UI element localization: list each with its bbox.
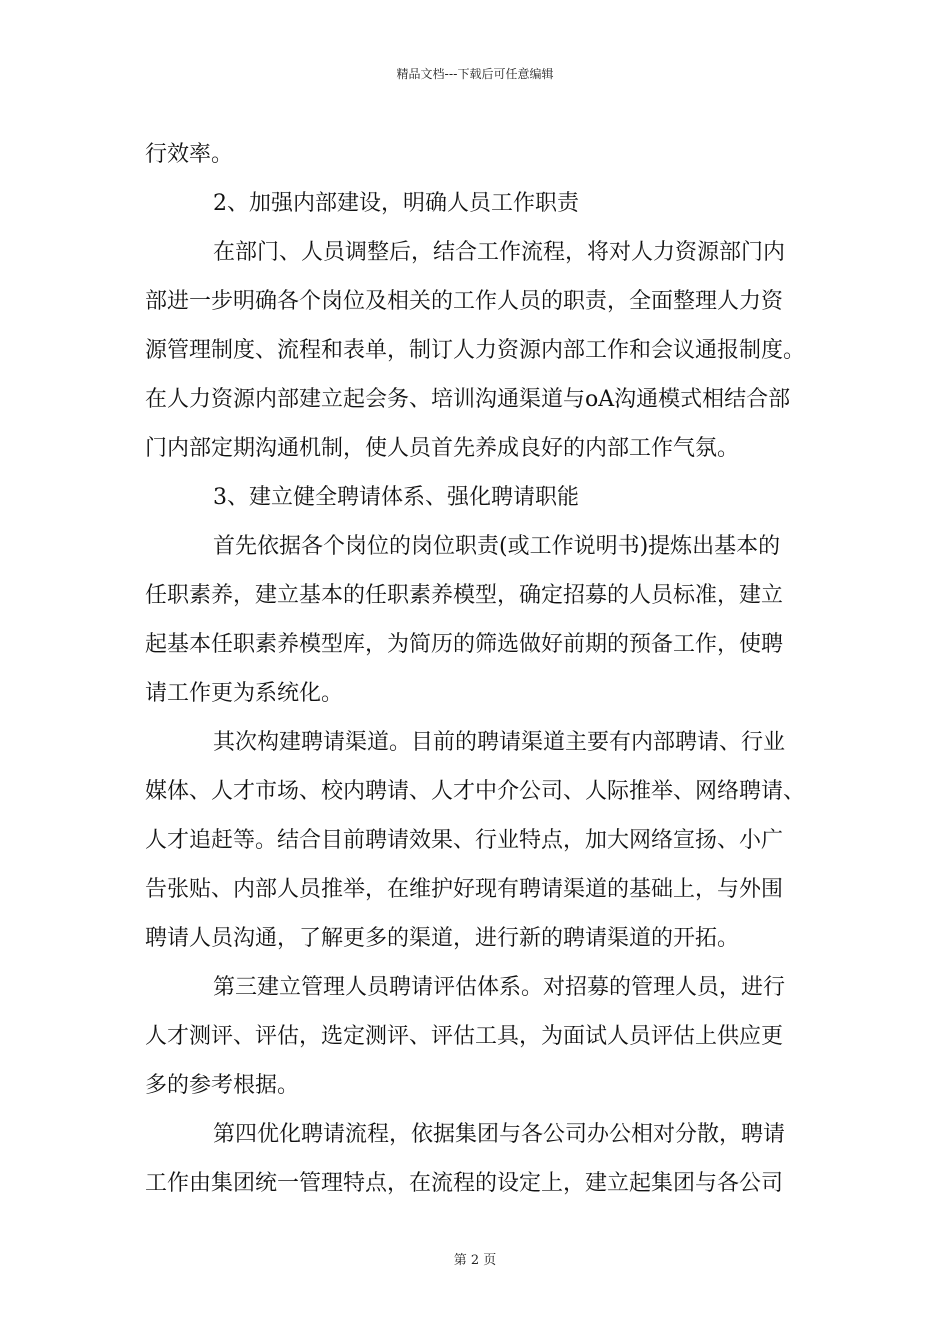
paragraph-line: 聘请人员沟通，了解更多的渠道，进行新的聘请渠道的开拓。 [145, 926, 740, 951]
paragraph-line: 源管理制度、流程和表单，制订人力资源内部工作和会议通报制度。 [145, 338, 806, 363]
paragraph-line: 门内部定期沟通机制，使人员首先养成良好的内部工作气氛。 [145, 436, 740, 461]
paragraph-line: 任职素养，建立基本的任职素养模型，确定招募的人员标准，建立 [145, 583, 784, 608]
page-number: 第 2 页 [453, 1253, 497, 1268]
paragraph-line: 在部门、人员调整后，结合工作流程，将对人力资源部门内 [213, 240, 786, 265]
paragraph-line: 起基本任职素养模型库，为简历的筛选做好前期的预备工作，使聘 [145, 632, 784, 657]
paragraph-line: 在人力资源内部建立起会务、培训沟通渠道与oA沟通模式相结合部 [145, 387, 791, 412]
paragraph-line: 请工作更为系统化。 [145, 681, 344, 706]
paragraph-line: 人才测评、评估，选定测评、评估工具，为面试人员评估上供应更 [145, 1024, 784, 1049]
paragraph-line: 其次构建聘请渠道。目前的聘请渠道主要有内部聘请、行业 [213, 730, 786, 755]
page-header: 精品文档---下载后可任意编辑 [396, 67, 554, 81]
paragraph-line: 媒体、人才市场、校内聘请、人才中介公司、人际推举、网络聘请、 [145, 779, 806, 804]
paragraph-line: 首先依据各个岗位的岗位职责(或工作说明书)提炼出基本的 [213, 534, 781, 559]
paragraph-line: 第四优化聘请流程，依据集团与各公司办公相对分散，聘请 [213, 1122, 786, 1147]
paragraph-line: 多的参考根据。 [145, 1073, 300, 1098]
paragraph-line: 第三建立管理人员聘请评估体系。对招募的管理人员，进行 [213, 975, 786, 1000]
section-heading: 2、加强内部建设，明确人员工作职责 [213, 191, 579, 216]
section-heading: 3、建立健全聘请体系、强化聘请职能 [213, 485, 579, 510]
document-body [145, 130, 825, 1208]
paragraph-line: 行效率。 [145, 142, 234, 167]
paragraph-line: 告张贴、内部人员推举，在维护好现有聘请渠道的基础上，与外围 [145, 877, 784, 902]
paragraph-line: 工作由集团统一管理特点，在流程的设定上，建立起集团与各公司 [145, 1171, 784, 1196]
paragraph-line: 人才追赶等。结合目前聘请效果、行业特点，加大网络宣扬、小广 [145, 828, 784, 853]
paragraph-line: 部进一步明确各个岗位及相关的工作人员的职责，全面整理人力资 [145, 289, 784, 314]
